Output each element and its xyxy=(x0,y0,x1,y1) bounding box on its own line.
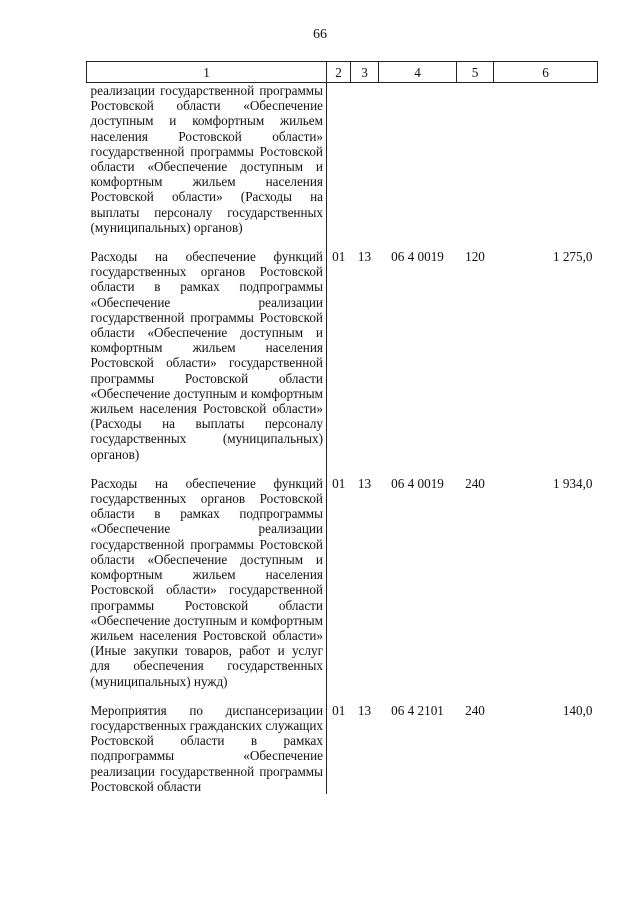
row-subsection: 13 xyxy=(357,702,372,718)
header-col-1: 1 xyxy=(87,62,327,83)
row-subsection: 13 xyxy=(357,475,372,491)
row-expense-type xyxy=(457,83,494,236)
table-row xyxy=(87,249,598,462)
row-section: 01 xyxy=(332,702,346,718)
page-number: 66 xyxy=(313,27,327,42)
table-header xyxy=(87,62,598,83)
header-col-2: 2 xyxy=(327,62,351,83)
row-expense-type: 240 xyxy=(465,702,485,718)
header-col-5: 5 xyxy=(457,62,494,83)
row-target-code xyxy=(379,83,457,236)
table-row xyxy=(87,703,598,794)
row-amount: 140,0 xyxy=(562,702,593,718)
table-row xyxy=(87,476,598,689)
row-target-code: 06 4 2101 xyxy=(391,702,444,718)
row-spacer xyxy=(87,462,598,476)
row-subsection xyxy=(351,83,379,236)
row-description: Мероприятия по диспансеризации государственных гражданских служащих Ростовской области в рамках подпрограммы «Обеспечение реализации государственной программы Ростовской области xyxy=(87,703,327,794)
row-amount xyxy=(494,83,598,236)
row-subsection: 13 xyxy=(357,249,372,265)
budget-table xyxy=(86,61,598,794)
row-description: Расходы на обеспечение функций государственных органов Ростовской области в рамках подпрограммы «Обеспечение реализации государственной программы Ростовской области «Обеспечение доступным и комфортным жильем населения Ростовской области» государственной программы Ростовской области «Обеспечение доступным и комфортным жильем населения Ростовской области» (Расходы на выплаты персоналу государственных (муниципальных) органов) xyxy=(87,249,327,462)
row-spacer xyxy=(87,235,598,249)
row-expense-type: 240 xyxy=(465,475,485,491)
row-spacer xyxy=(87,689,598,703)
row-amount: 1 934,0 xyxy=(552,475,593,491)
header-col-6: 6 xyxy=(494,62,598,83)
row-target-code: 06 4 0019 xyxy=(391,249,444,265)
table-row xyxy=(87,83,598,236)
row-target-code: 06 4 0019 xyxy=(391,475,444,491)
row-description: реализации государственной программы Ростовской области «Обеспечение доступным и комфортным жильем населения Ростовской области» государственной программы Ростовской области «Обеспечение доступным и комфортным жильем населения Ростовской области» (Расходы на выплаты персоналу государственных (муниципальных) органов) xyxy=(87,83,327,236)
header-col-4: 4 xyxy=(379,62,457,83)
table-body xyxy=(87,83,598,794)
row-expense-type: 120 xyxy=(465,249,485,265)
row-section: 01 xyxy=(332,475,346,491)
header-row xyxy=(87,62,598,83)
row-description: Расходы на обеспечение функций государственных органов Ростовской области в рамках подпрограммы «Обеспечение реализации государственной программы Ростовской области «Обеспечение доступным и комфортным жильем населения Ростовской области» государственной программы Ростовской области «Обеспечение доступным и комфортным жильем населения Ростовской области» (Иные закупки товаров, работ и услуг для обеспечения государственных (муниципальных) нужд) xyxy=(87,476,327,689)
row-section: 01 xyxy=(332,249,346,265)
row-section xyxy=(327,83,351,236)
row-amount: 1 275,0 xyxy=(552,249,593,265)
header-col-3: 3 xyxy=(351,62,379,83)
